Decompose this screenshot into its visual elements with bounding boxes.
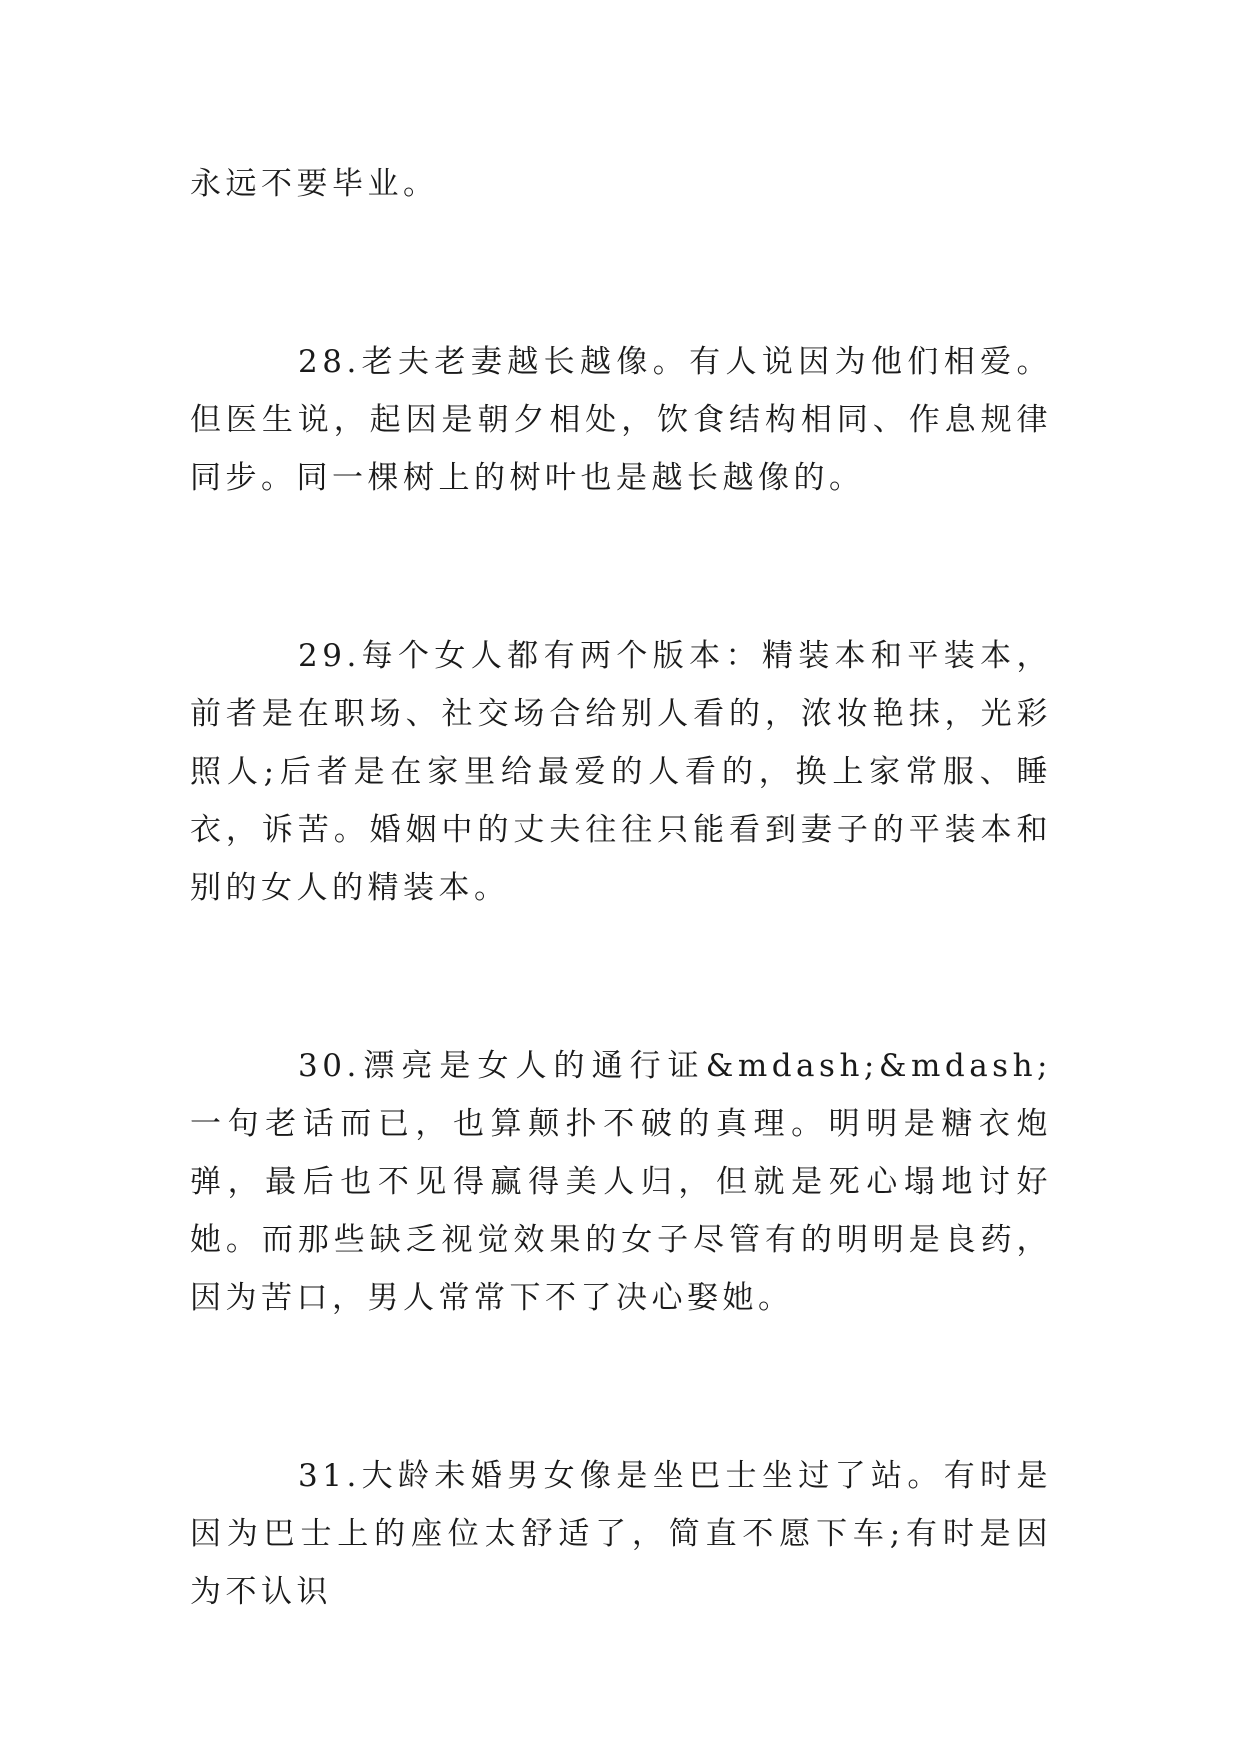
paragraph-28: 28.老夫老妻越长越像。有人说因为他们相爱。但医生说，起因是朝夕相处，饮食结构相同、作息规律同步。同一棵树上的树叶也是越长越像的。 [190, 344, 1052, 496]
paragraph-29: 29.每个女人都有两个版本：精装本和平装本，前者是在职场、社交场合给别人看的，浓妆艳抹，光彩照人;后者是在家里给最爱的人看的，换上家常服、睡衣，诉苦。婚姻中的丈夫往往只能看到妻子的平装本和别的女人的精装本。 [190, 638, 1052, 906]
paragraph-30: 30.漂亮是女人的通行证&mdash;&mdash;一句老话而已，也算颠扑不破的真理。明明是糖衣炮弹，最后也不见得赢得美人归，但就是死心塌地讨好她。而那些缺乏视觉效果的女子尽管有的明明是良药，因为苦口，男人常常下不了决心娶她。 [190, 1048, 1052, 1316]
paragraph-31: 31.大龄未婚男女像是坐巴士坐过了站。有时是因为巴士上的座位太舒适了，简直不愿下车;有时是因为不认识 [190, 1458, 1052, 1610]
paragraph-continued: 永远不要毕业。 [190, 166, 439, 202]
